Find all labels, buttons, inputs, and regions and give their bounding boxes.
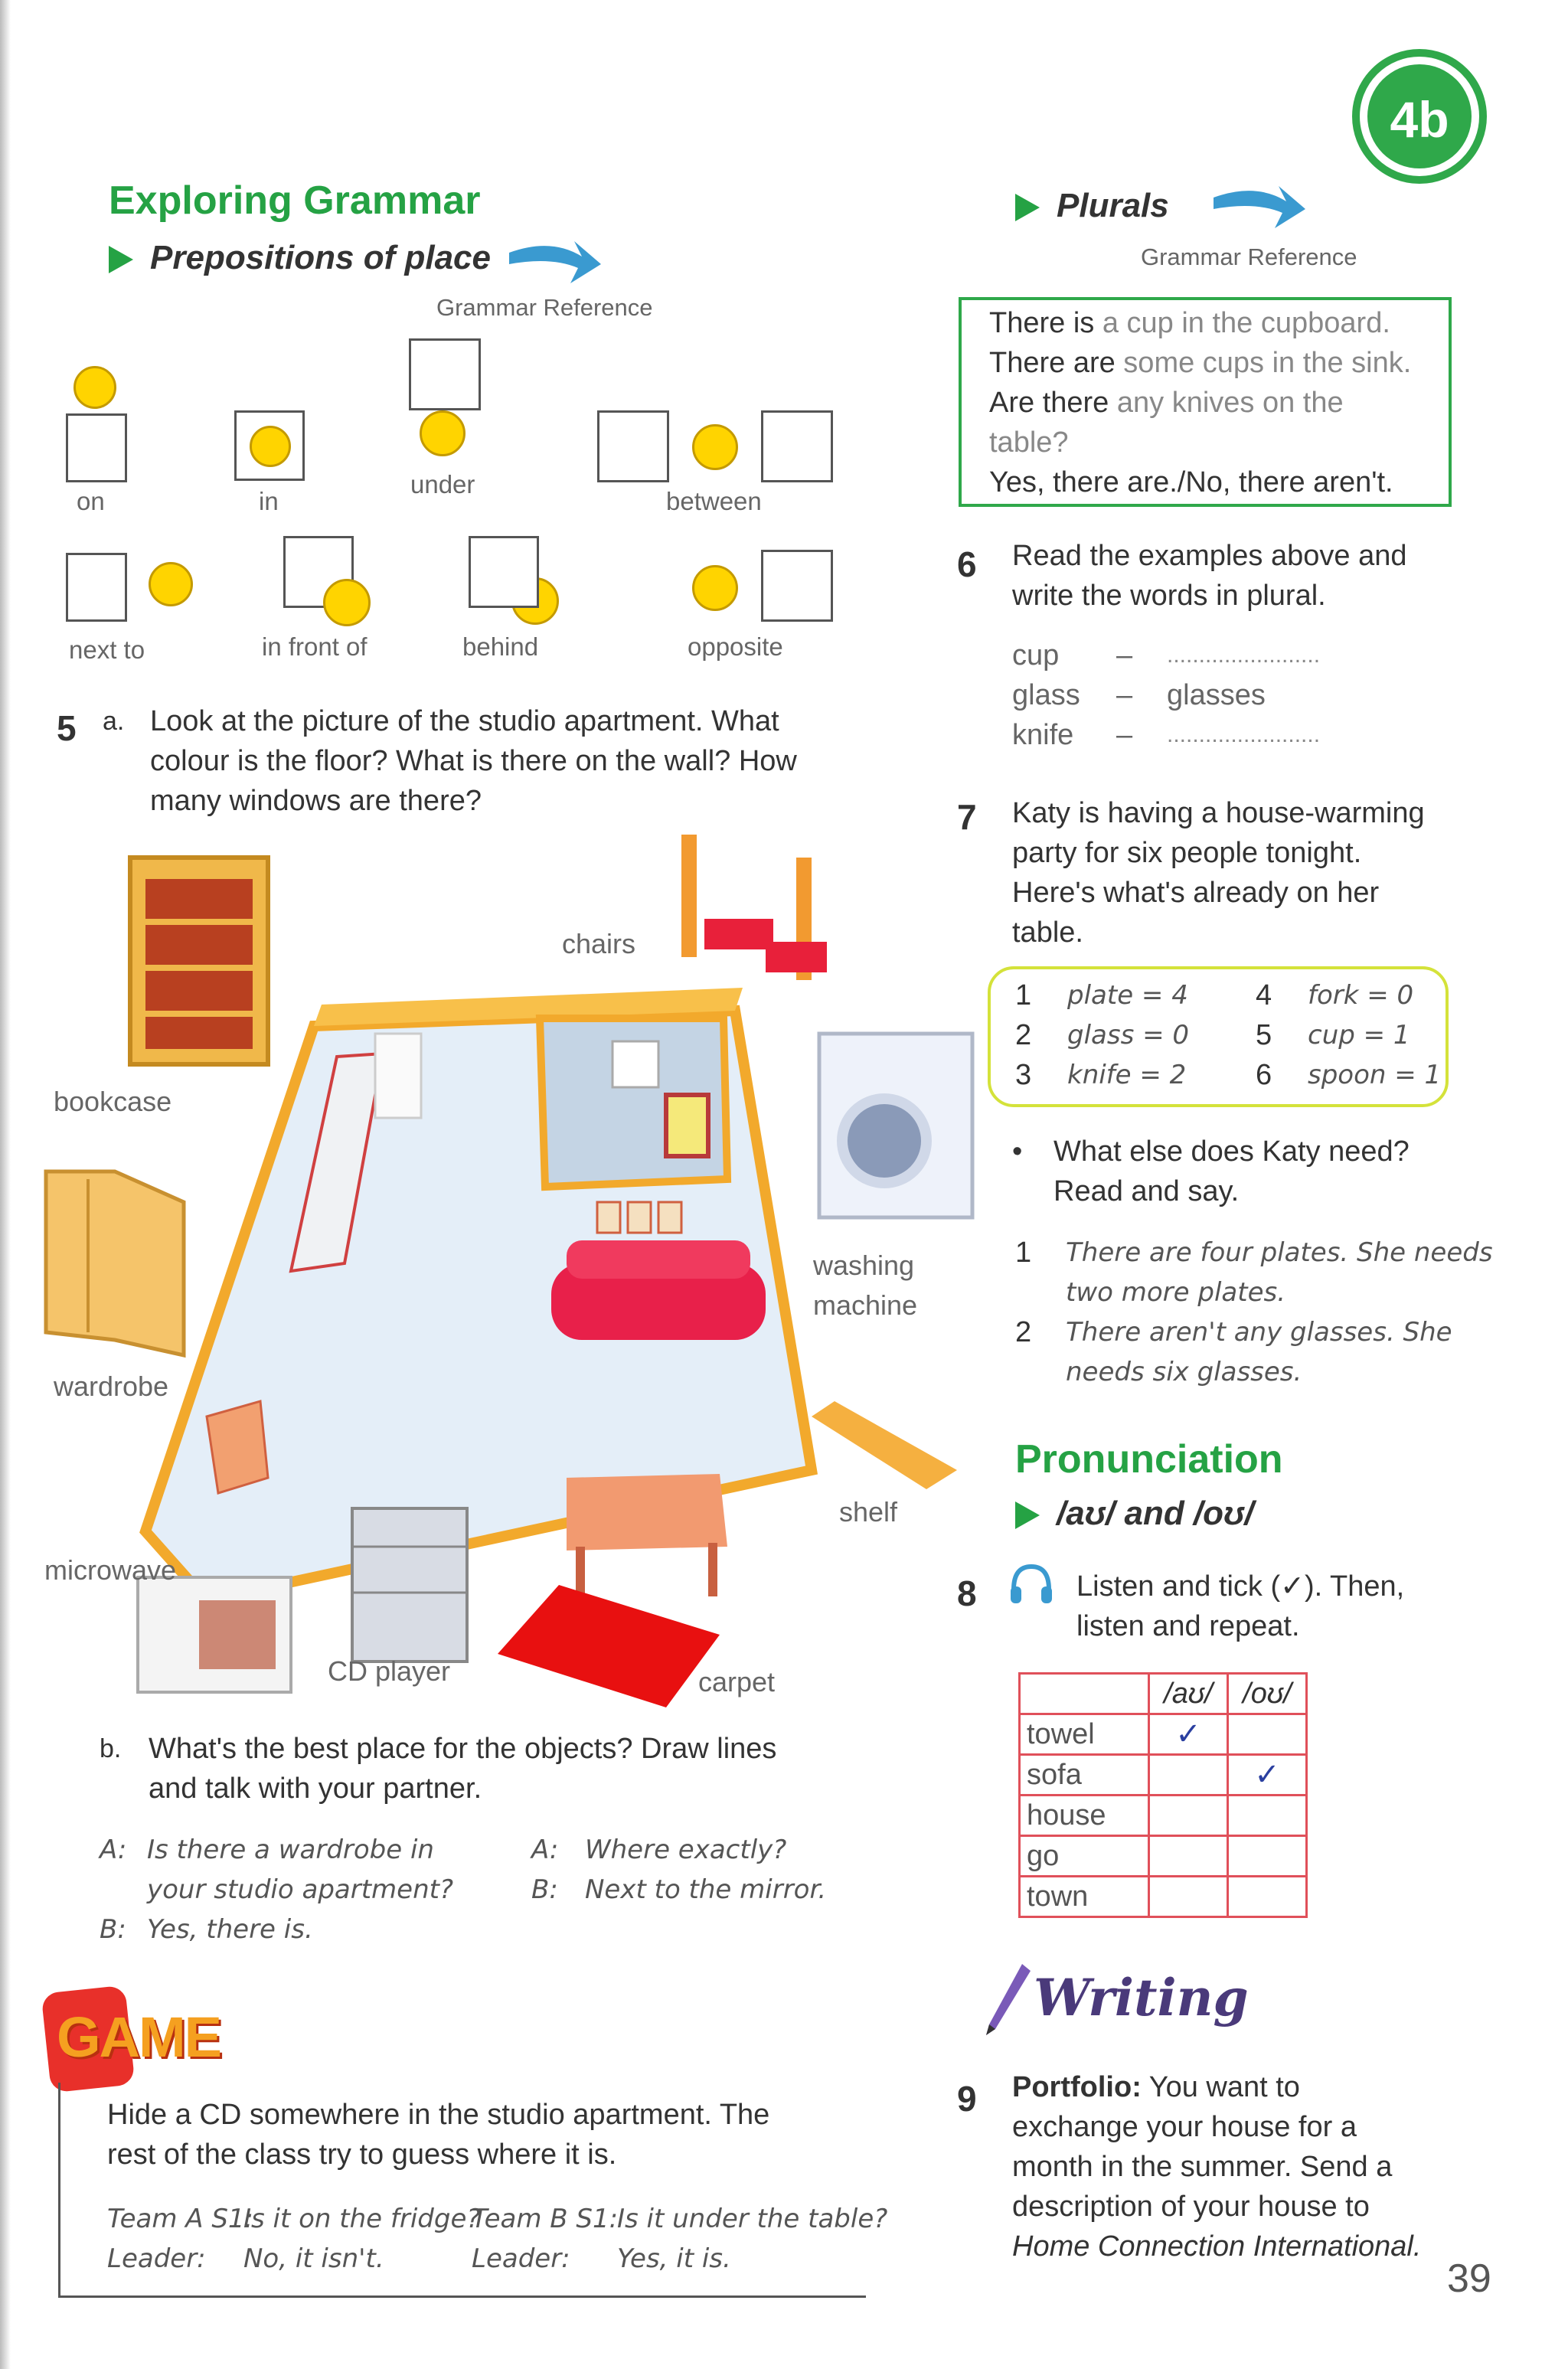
on-ball <box>74 366 116 409</box>
exercise-7-line1: Katy is having a house-warming <box>1012 797 1425 829</box>
table-item-2: glass = 0 <box>1067 1020 1190 1051</box>
ex7-answer-2-line2: needs six glasses. <box>1066 1357 1302 1387</box>
game-logo <box>46 1989 220 2081</box>
exercise-8-line1: Listen and tick (✓). Then, <box>1076 1570 1405 1603</box>
unit-badge-label: 4b <box>1390 91 1449 148</box>
exercise-6-line2: write the words in plural. <box>1012 580 1326 612</box>
next-to-box <box>66 553 127 622</box>
label-microwave: microwave <box>44 1554 177 1586</box>
ex6-word-2: glass <box>1012 679 1080 711</box>
table-item-4-num: 4 <box>1256 979 1272 1011</box>
behind-box <box>469 536 539 608</box>
pron-cell-au[interactable] <box>1149 1796 1228 1836</box>
grammar-reference-arrow-icon[interactable] <box>505 237 605 291</box>
exercise-5a-line3: many windows are there? <box>150 785 482 817</box>
ex6-answer-1[interactable]: ........................ <box>1167 642 1321 668</box>
plurals-example-4: table? <box>989 426 1069 459</box>
prep-label-on: on <box>77 487 105 515</box>
opposite-box <box>761 550 833 622</box>
pron-cell-au[interactable] <box>1149 1836 1228 1877</box>
opposite-ball <box>692 565 738 611</box>
plurals-grammar-reference-arrow-icon[interactable] <box>1210 182 1309 236</box>
dialogue-a1-line1: Is there a wardrobe in <box>147 1835 434 1865</box>
ex6-word-1: cup <box>1012 639 1060 671</box>
exercise-7-line2: party for six people tonight. <box>1012 837 1362 869</box>
grammar-reference-link[interactable]: Grammar Reference <box>436 294 653 321</box>
writing-line2: exchange your house for a <box>1012 2111 1357 2143</box>
plurals-example-5: Yes, there are./No, there aren't. <box>989 466 1393 498</box>
dialogue-b1-speaker: B: <box>100 1914 126 1945</box>
pronunciation-title: Pronunciation <box>1015 1437 1283 1482</box>
writing-line1: Portfolio: You want to <box>1012 2071 1300 2103</box>
exercise-8-number: 8 <box>957 1573 977 1613</box>
table-item-3-num: 3 <box>1015 1059 1032 1091</box>
prep-label-between: between <box>666 487 762 515</box>
dialogue-b1-line1: Yes, there is. <box>147 1914 313 1945</box>
exercise-7-line4: table. <box>1012 917 1083 949</box>
label-shelf: shelf <box>839 1496 898 1528</box>
writing-title: Writing <box>1034 1968 1249 2028</box>
game-line2: rest of the class try to guess where it is. <box>107 2139 617 2171</box>
between-box-right <box>761 410 833 482</box>
plurals-example-1: There is a cup in the cupboard. <box>989 307 1390 339</box>
in-front-of-ball <box>323 579 371 626</box>
between-ball <box>692 424 738 470</box>
writing-line4: description of your house to <box>1012 2191 1370 2223</box>
table-item-5: cup = 1 <box>1308 1020 1410 1051</box>
ex6-dash-3: – <box>1116 719 1133 751</box>
dialogue-a2-speaker: A: <box>531 1835 559 1865</box>
prep-label-behind: behind <box>462 632 539 661</box>
exercise-5b-line1: What's the best place for the objects? Draw lines <box>149 1733 777 1765</box>
pron-word: sofa <box>1020 1755 1149 1796</box>
exercise-9-number: 9 <box>957 2079 977 2119</box>
game-team-a-reply: No, it isn't. <box>243 2243 384 2274</box>
under-box <box>409 338 481 410</box>
pron-cell-au[interactable]: ✓ <box>1149 1714 1228 1755</box>
prep-label-opposite: opposite <box>688 632 783 661</box>
ex6-dash-1: – <box>1116 639 1133 671</box>
label-cd-player: CD player <box>328 1655 451 1687</box>
prepositions-subtitle: Prepositions of place <box>109 239 491 277</box>
ex7-answer-1-line1: There are four plates. She needs <box>1066 1237 1493 1268</box>
game-team-b-leader: Leader: <box>472 2243 570 2274</box>
game-team-a-speaker: Team A S1: <box>107 2204 253 2234</box>
dialogue-a1-line2: your studio apartment? <box>147 1874 454 1905</box>
plurals-grammar-reference-link[interactable]: Grammar Reference <box>1141 243 1357 270</box>
game-team-b-text: Is it under the table? <box>617 2204 888 2234</box>
exercise-5a-letter: a. <box>103 707 125 736</box>
in-ball <box>250 426 291 467</box>
ex6-word-3: knife <box>1012 719 1074 751</box>
dialogue-a1-speaker: A: <box>100 1835 127 1865</box>
pron-cell-ou[interactable] <box>1228 1877 1307 1917</box>
pron-header-empty <box>1020 1674 1149 1714</box>
ex7-answer-2-num: 2 <box>1015 1316 1032 1348</box>
table-row <box>1020 1755 1307 1796</box>
exercise-5b-letter: b. <box>100 1734 122 1763</box>
table-row <box>1020 1714 1307 1755</box>
label-washing-machine-line1: washing <box>813 1250 915 1281</box>
game-team-b-speaker: Team B S1: <box>472 2204 619 2234</box>
pron-cell-ou[interactable] <box>1228 1714 1307 1755</box>
pen-icon <box>980 1960 1034 2044</box>
ex7-answer-2-line1: There aren't any glasses. She <box>1066 1317 1452 1348</box>
next-to-ball <box>149 562 193 606</box>
label-chairs: chairs <box>562 928 636 959</box>
exercise-8-line2: listen and repeat. <box>1076 1610 1300 1642</box>
writing-line3: month in the summer. Send a <box>1012 2151 1393 2183</box>
table-row <box>1020 1877 1307 1917</box>
pron-cell-ou[interactable] <box>1228 1796 1307 1836</box>
dialogue-b2-line1: Next to the mirror. <box>585 1874 827 1905</box>
ex7-answer-1-num: 1 <box>1015 1237 1032 1269</box>
label-wardrobe: wardrobe <box>54 1371 169 1402</box>
table-row <box>1020 1836 1307 1877</box>
dialogue-b2-speaker: B: <box>531 1874 558 1905</box>
game-team-a-text: Is it on the fridge? <box>243 2204 481 2234</box>
prep-label-under: under <box>410 470 475 498</box>
table-item-1: plate = 4 <box>1067 980 1188 1011</box>
between-box-left <box>597 410 669 482</box>
game-team-b-reply: Yes, it is. <box>617 2243 731 2274</box>
ex7-question-line1: What else does Katy need? <box>1054 1135 1410 1168</box>
ex7-bullet: • <box>1012 1135 1023 1168</box>
label-washing-machine-line2: machine <box>813 1289 918 1321</box>
exercise-6-number: 6 <box>957 544 977 584</box>
table-item-6-num: 6 <box>1256 1059 1272 1091</box>
plurals-example-2: There are some cups in the sink. <box>989 347 1412 379</box>
pronunciation-subtitle: /aʊ/ and /oʊ/ <box>1015 1495 1254 1533</box>
on-box <box>66 413 127 482</box>
dialogue-a2-line1: Where exactly? <box>585 1835 787 1865</box>
plurals-example-3: Are there any knives on the <box>989 387 1344 419</box>
ex7-question-line2: Read and say. <box>1054 1175 1240 1207</box>
pron-header-row <box>1020 1674 1307 1714</box>
table-item-4: fork = 0 <box>1308 980 1414 1011</box>
under-ball <box>420 410 466 456</box>
table-item-3: knife = 2 <box>1067 1060 1187 1090</box>
pron-cell-au[interactable] <box>1149 1755 1228 1796</box>
label-carpet: carpet <box>698 1666 776 1698</box>
ex7-answer-1-line2: two more plates. <box>1066 1277 1286 1308</box>
table-item-5-num: 5 <box>1256 1019 1272 1051</box>
page-edge-shadow <box>0 0 11 2369</box>
exercise-5a-line2: colour is the floor? What is there on the wall? How <box>150 745 797 777</box>
table-item-2-num: 2 <box>1015 1019 1032 1051</box>
ex6-dash-2: – <box>1116 679 1133 711</box>
table-row <box>1020 1796 1307 1836</box>
pron-cell-ou[interactable]: ✓ <box>1228 1755 1307 1796</box>
pron-header-ou: /oʊ/ <box>1228 1674 1307 1714</box>
writing-line5: Home Connection International. <box>1012 2230 1422 2263</box>
prep-label-in-front-of: in front of <box>262 632 368 661</box>
pron-word: towel <box>1020 1714 1149 1755</box>
label-bookcase: bookcase <box>54 1086 172 1117</box>
pron-cell-au[interactable] <box>1149 1877 1228 1917</box>
page-number: 39 <box>1447 2256 1491 2301</box>
headphones-icon[interactable] <box>1009 1562 1054 1608</box>
exercise-7-number: 7 <box>957 797 977 837</box>
prep-label-next-to: next to <box>69 636 145 664</box>
game-team-a-leader: Leader: <box>107 2243 206 2274</box>
exercise-7-line3: Here's what's already on her <box>1012 877 1380 909</box>
pronunciation-table <box>1018 1672 1308 1918</box>
table-item-1-num: 1 <box>1015 979 1032 1011</box>
pron-word: town <box>1020 1877 1149 1917</box>
exercise-6-line1: Read the examples above and <box>1012 540 1407 572</box>
section-title: Exploring Grammar <box>109 178 481 223</box>
ex6-answer-2: glasses <box>1167 679 1266 711</box>
unit-badge <box>1352 49 1487 184</box>
game-title: GAME <box>57 2005 220 2069</box>
pron-header-au: /aʊ/ <box>1149 1674 1228 1714</box>
game-line1: Hide a CD somewhere in the studio apartment. The <box>107 2099 770 2131</box>
pron-cell-ou[interactable] <box>1228 1836 1307 1877</box>
exercise-5a-line1: Look at the picture of the studio apartment. What <box>150 705 779 737</box>
table-item-6: spoon = 1 <box>1308 1060 1442 1090</box>
ex6-answer-3[interactable]: ........................ <box>1167 722 1321 747</box>
prep-label-in: in <box>259 487 279 515</box>
exercise-5b-line2: and talk with your partner. <box>149 1773 482 1805</box>
exercise-5-number: 5 <box>57 708 77 748</box>
plurals-title: Plurals <box>1015 187 1169 225</box>
pron-word: house <box>1020 1796 1149 1836</box>
pron-word: go <box>1020 1836 1149 1877</box>
